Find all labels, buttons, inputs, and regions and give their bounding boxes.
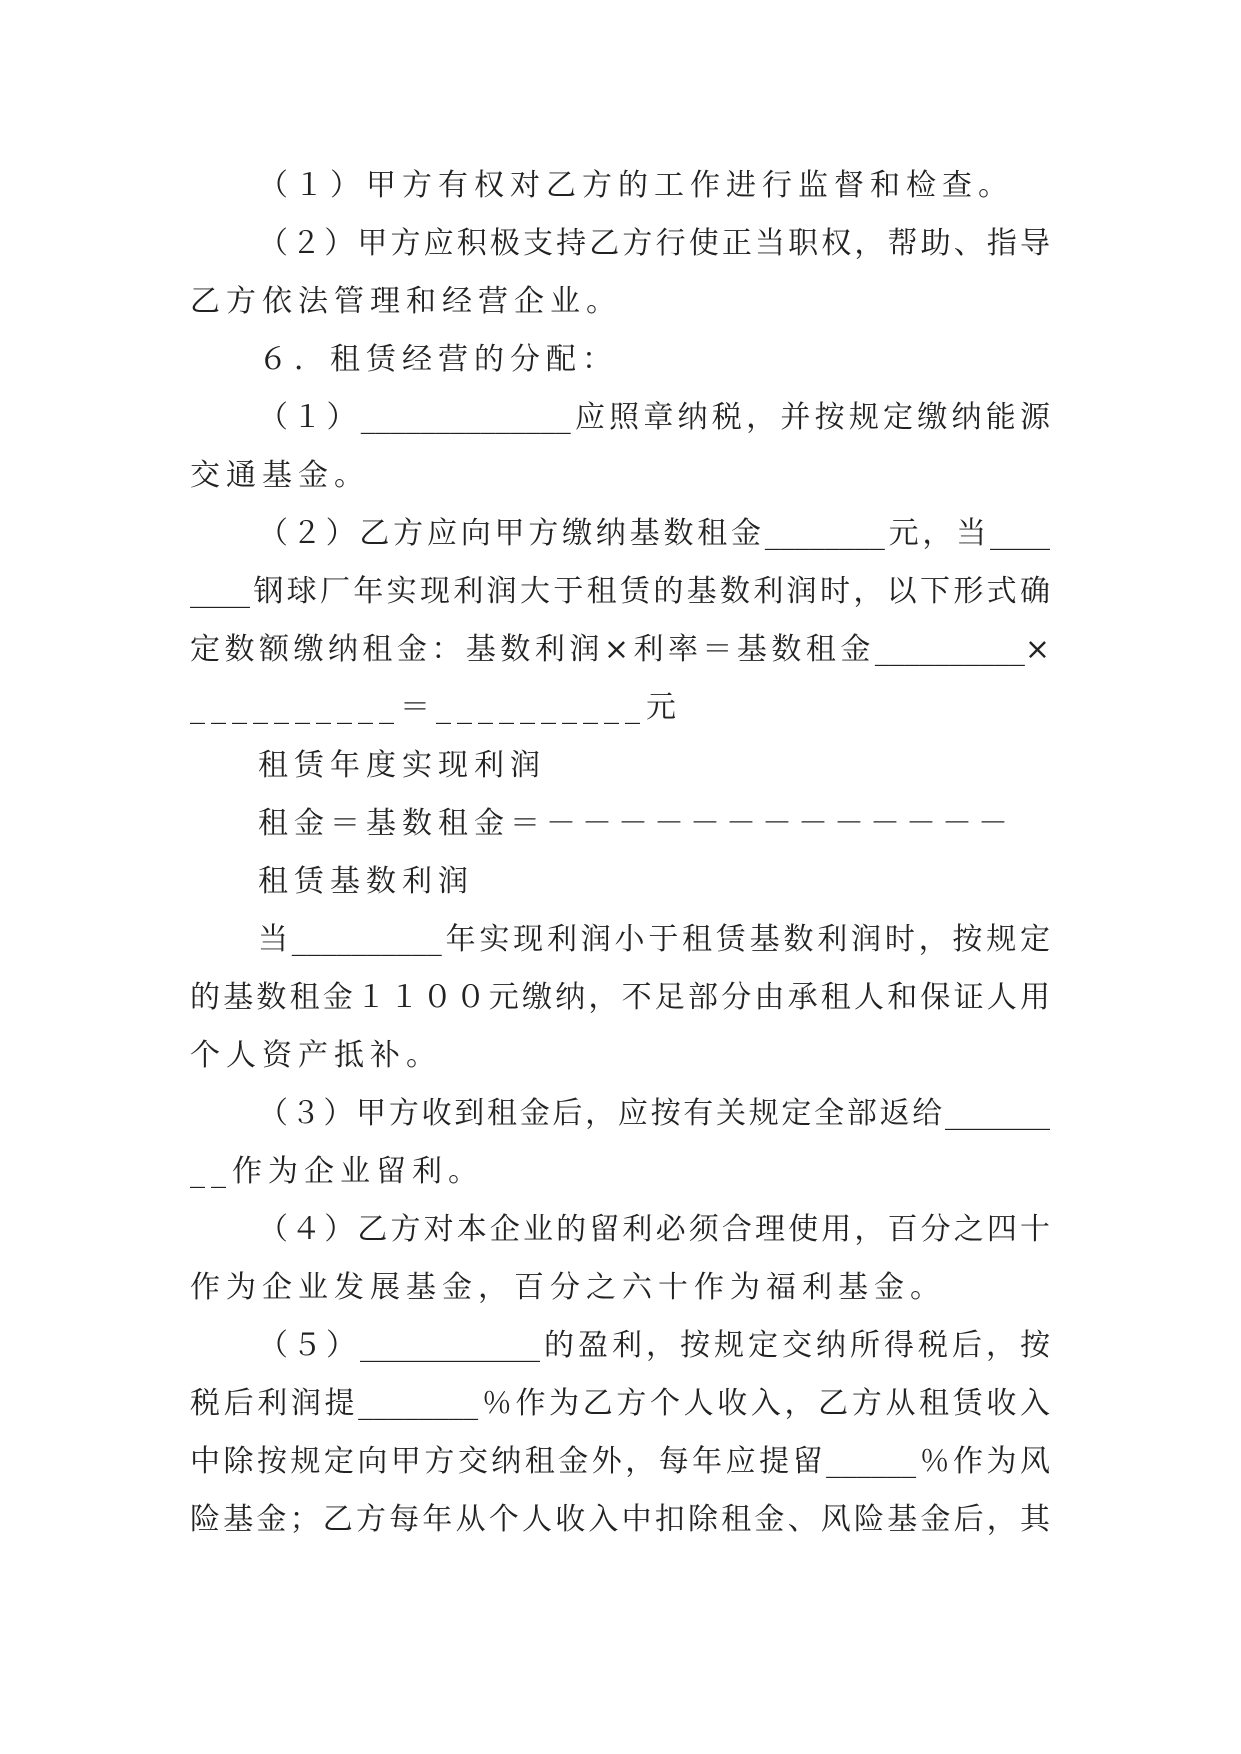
- paragraph-line: 税后利润提________％作为乙方个人收入，乙方从租赁收入: [190, 1386, 1050, 1421]
- section-heading: ６．租赁经营的分配：: [258, 342, 618, 377]
- paragraph-line: 交通基金。: [190, 458, 370, 493]
- paragraph-line: __________＝__________元: [190, 690, 682, 725]
- formula-denominator: 租赁基数利润: [258, 864, 474, 899]
- paragraph-line: （２）乙方应向甲方缴纳基数租金________元，当____: [258, 516, 1050, 551]
- paragraph-line: （１）甲方有权对乙方的工作进行监督和检查。: [258, 168, 1014, 203]
- paragraph-line: （４）乙方对本企业的留利必须合理使用，百分之四十: [258, 1212, 1050, 1247]
- paragraph-line: （５）____________的盈利，按规定交纳所得税后，按: [258, 1328, 1050, 1363]
- paragraph-line: 乙方依法管理和经营企业。: [190, 284, 622, 319]
- paragraph-line: ____钢球厂年实现利润大于租赁的基数利润时，以下形式确: [190, 574, 1050, 609]
- paragraph-line: （２）甲方应积极支持乙方行使正当职权，帮助、指导: [258, 226, 1050, 261]
- formula-line: 租金＝基数租金＝－－－－－－－－－－－－－: [258, 806, 1014, 841]
- paragraph-line: __作为企业留利。: [190, 1154, 484, 1189]
- paragraph-line: 定数额缴纳租金：基数利润×利率＝基数租金__________×: [190, 632, 1050, 667]
- paragraph-line: 作为企业发展基金，百分之六十作为福利基金。: [190, 1270, 946, 1305]
- paragraph-line: 的基数租金１１００元缴纳，不足部分由承租人和保证人用: [190, 980, 1050, 1015]
- paragraph-line: 中除按规定向甲方交纳租金外，每年应提留______％作为风: [190, 1444, 1050, 1479]
- paragraph-line: 当__________年实现利润小于租赁基数利润时，按规定: [258, 922, 1050, 957]
- paragraph-line: （３）甲方收到租金后，应按有关规定全部返给_______: [258, 1096, 1050, 1131]
- paragraph-line: 险基金；乙方每年从个人收入中扣除租金、风险基金后，其: [190, 1502, 1050, 1537]
- paragraph-line: 个人资产抵补。: [190, 1038, 442, 1073]
- paragraph-line: （１）______________应照章纳税，并按规定缴纳能源: [258, 400, 1050, 435]
- formula-numerator: 租赁年度实现利润: [258, 748, 546, 783]
